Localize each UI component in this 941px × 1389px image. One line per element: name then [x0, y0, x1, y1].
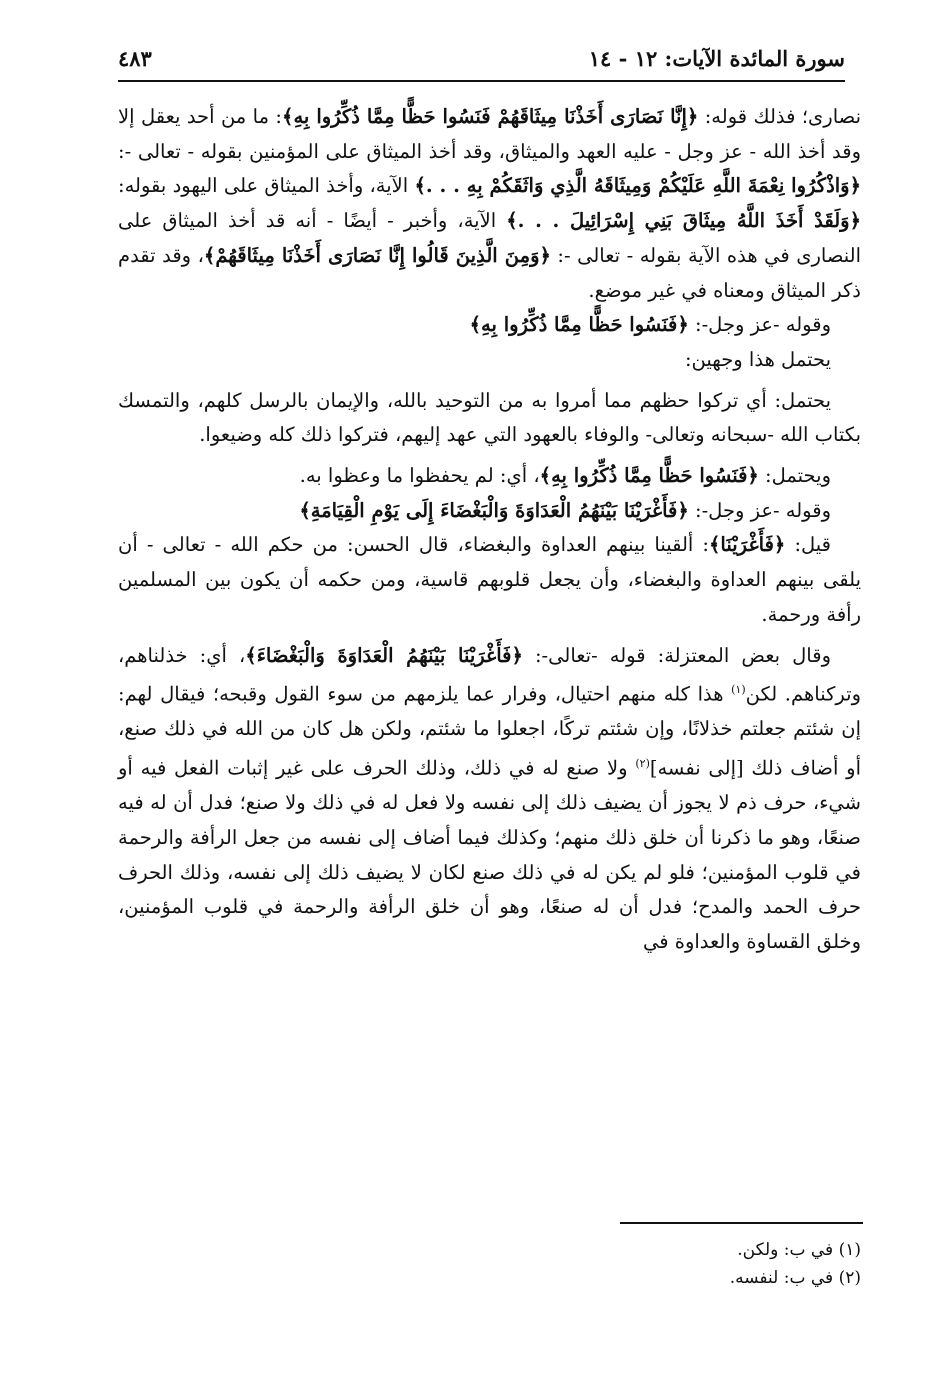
quran-quote: ﴿فَأَغْرَيْنَا﴾: [709, 533, 786, 557]
text-run: قيل:: [785, 533, 831, 557]
paragraph-4: يحتمل: أي تركوا حظهم مما أمروا به من التوحيد بالله، والإيمان بالرسل كلهم، والتمسك بكتاب الله -سبحانه وتعالى- والوفاء بالعهود التي عهد إليهم، فتركوا ذلك كله وضيعوا.: [118, 388, 861, 447]
footnote-1: (١) في ب: ولكن.: [737, 1240, 861, 1260]
quran-quote: ﴿وَاذْكُرُوا نِعْمَةَ اللَّهِ عَلَيْكُمْ وَمِيثَاقَهُ الَّذِي وَاثَقَكُمْ بِهِ . . .﴾: [414, 174, 862, 198]
footnote-divider: [620, 1222, 863, 1224]
text-run: هذا كله منهم احتيال، وفرار عما يلزمهم من سوء القول وقبحه؛ فيقال لهم: إن شئتم جعلتم خذلانًا، وإن شئتم تركًا، اجعلوا ما شئتم، ولكن هل كان من الله في ذلك صنع، أو أضاف ذلك [إلى نفسه]: [118, 682, 861, 780]
page-header: [118, 44, 845, 82]
text-run: وقال بعض المعتزلة: قوله -تعالى-:: [522, 643, 831, 667]
paragraph-3: يحتمل هذا وجهين:: [684, 347, 831, 371]
text-run: الآية، وأخذ الميثاق على اليهود بقوله:: [118, 174, 415, 198]
paragraph-2: [118, 308, 861, 343]
paragraph-6: [118, 494, 861, 529]
text-run: نصارى؛ فذلك قوله:: [698, 105, 862, 128]
page-body: [118, 100, 861, 960]
quran-quote: ﴿وَمِنَ الَّذِينَ قَالُوا إِنَّا نَصَارَى أَخَذْنَا مِيثَاقَهُمْ﴾: [203, 243, 551, 267]
text-run: : ألقينا بينهم العداوة والبغضاء، قال الحسن: من حكم الله - تعالى - أن يلقى بينهم العداوة والبغضاء، وأن يجعل قلوبهم قاسية، ومن حكمه أن يكون بين المسلمين رأفة ورحمة.: [118, 533, 861, 626]
paragraph-5: [118, 459, 861, 494]
footnote-2: (٢) في ب: لنفسه.: [729, 1268, 861, 1288]
paragraph-8: [118, 639, 861, 960]
quran-quote: ﴿فَنَسُوا حَظًّا مِمَّا ذُكِّرُوا بِهِ﴾: [469, 313, 689, 337]
running-title: سورة المائدة الآيات: ١٢ - ١٤: [588, 46, 845, 71]
text-run: : ما من أحد يعقل إلا وقد أخذ الله - عز وجل - عليه العهد والميثاق، وقد أخذ الميثاق على المؤمنين بقوله - تعالى -:: [118, 105, 861, 163]
text-run: ، وقد تقدم ذكر الميثاق ومعناه في غير موضع.: [118, 243, 861, 302]
footnote-ref-1: (١): [731, 683, 746, 697]
quran-quote: ﴿فَنَسُوا حَظًّا مِمَّا ذُكِّرُوا بِهِ﴾: [539, 464, 759, 488]
page-number: ٤٨٣: [118, 46, 152, 71]
text-run: ويحتمل:: [758, 464, 831, 488]
text-run: وقوله -عز وجل-:: [688, 498, 831, 522]
text-run: وقوله -عز وجل-:: [688, 313, 831, 337]
paragraph-1: [118, 100, 861, 308]
quran-quote: ﴿فَأَغْرَيْنَا بَيْنَهُمُ الْعَدَاوَةَ وَالْبَغْضَاءَ إِلَى يَوْمِ الْقِيَامَةِ﴾: [299, 498, 689, 522]
footnote-ref-2: (٢): [635, 757, 650, 771]
text-run: ، أي: خذلناهم، وتركناهم. لكن: [118, 643, 861, 706]
text-run: ، أي: لم يحفظوا ما وعظوا به.: [299, 464, 540, 488]
quran-quote: ﴿إِنَّا نَصَارَى أَخَذْنَا مِيثَاقَهُمْ فَنَسُوا حَظًّا مِمَّا ذُكِّرُوا بِهِ﴾: [282, 105, 699, 128]
paragraph-7: [118, 528, 861, 632]
text-run: ولا صنع له في ذلك، وذلك الحرف على غير إثبات الفعل فيه أو شيء، حرف ذم لا يجوز أن يضيف ذلك إلى نفسه ولا فعل له في ذلك ولا صنع؛ فدل أن له فيه صنعًا، وهو ما ذكرنا أن خلق ذلك منهم؛ وكذلك فيما أضاف إلى نفسه من جعل الرأفة والرحمة في قلوب المؤمنين؛ فلو لم يكن له في ذلك صنع لكان لا يضيف ذلك إلى نفسه، وذلك الحرف حرف الحمد والمدح؛ فدل أن له صنعًا، وهو أن خلق الرأفة والرحمة في قلوب المؤمنين، وخلق القساوة والعداوة في: [118, 756, 861, 954]
quran-quote: ﴿فَأَغْرَيْنَا بَيْنَهُمُ الْعَدَاوَةَ وَالْبَغْضَاءَ﴾: [245, 643, 523, 667]
quran-quote: ﴿وَلَقَدْ أَخَذَ اللَّهُ مِيثَاقَ بَنِي إِسْرَائِيلَ . . .﴾: [506, 209, 861, 233]
text-run: الآية، وأخبر - أيضًا - أنه قد أخذ الميثاق على النصارى في هذه الآية بقوله - تعالى -:: [118, 209, 862, 267]
footnotes: [461, 1236, 861, 1292]
